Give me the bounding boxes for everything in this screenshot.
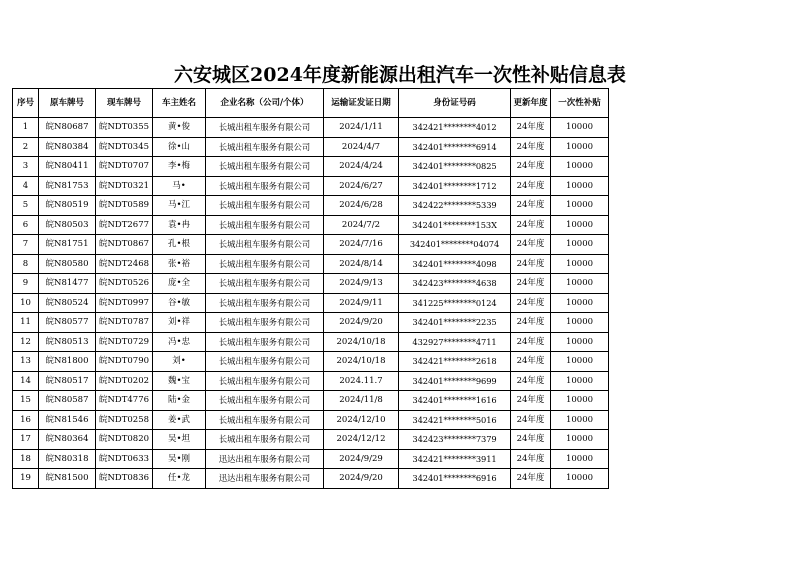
header-company: 企业名称（公司/个体） xyxy=(206,89,324,118)
update-year-cell: 24年度 xyxy=(511,254,551,274)
seq-cell: 19 xyxy=(13,469,39,489)
license-date-cell: 2024/7/2 xyxy=(324,215,399,235)
old-plate-cell: 皖N80384 xyxy=(39,137,96,157)
old-plate-cell: 皖N80517 xyxy=(39,371,96,391)
owner-name-cell: 魏•宝 xyxy=(153,371,206,391)
owner-name-cell: 李•梅 xyxy=(153,157,206,177)
license-date-cell: 2024/12/12 xyxy=(324,430,399,450)
new-plate-cell: 皖NDT0321 xyxy=(96,176,153,196)
subsidy-cell: 10000 xyxy=(551,196,609,216)
subsidy-cell: 10000 xyxy=(551,430,609,450)
header-license-date: 运输证发证日期 xyxy=(324,89,399,118)
owner-name-cell: 吴•刚 xyxy=(153,449,206,469)
company-cell: 长城出租车服务有限公司 xyxy=(206,157,324,177)
header-seq: 序号 xyxy=(13,89,39,118)
table-row xyxy=(13,352,609,372)
company-cell: 长城出租车服务有限公司 xyxy=(206,430,324,450)
id-number-cell: 342423********4638 xyxy=(399,274,511,294)
owner-name-cell: 刘• xyxy=(153,352,206,372)
table-row xyxy=(13,254,609,274)
new-plate-cell: 皖NDT0345 xyxy=(96,137,153,157)
seq-cell: 15 xyxy=(13,391,39,411)
new-plate-cell: 皖NDT0355 xyxy=(96,118,153,138)
table-row xyxy=(13,235,609,255)
new-plate-cell: 皖NDT0633 xyxy=(96,449,153,469)
header-id-number: 身份证号码 xyxy=(399,89,511,118)
license-date-cell: 2024/9/11 xyxy=(324,293,399,313)
owner-name-cell: 庞•全 xyxy=(153,274,206,294)
subsidy-cell: 10000 xyxy=(551,137,609,157)
company-cell: 长城出租车服务有限公司 xyxy=(206,137,324,157)
company-cell: 长城出租车服务有限公司 xyxy=(206,176,324,196)
new-plate-cell: 皖NDT0589 xyxy=(96,196,153,216)
id-number-cell: 342423********7379 xyxy=(399,430,511,450)
update-year-cell: 24年度 xyxy=(511,293,551,313)
id-number-cell: 432927********4711 xyxy=(399,332,511,352)
new-plate-cell: 皖NDT4776 xyxy=(96,391,153,411)
update-year-cell: 24年度 xyxy=(511,469,551,489)
table-row xyxy=(13,137,609,157)
new-plate-cell: 皖NDT0787 xyxy=(96,313,153,333)
id-number-cell: 342421********4012 xyxy=(399,118,511,138)
id-number-cell: 342401********1616 xyxy=(399,391,511,411)
company-cell: 长城出租车服务有限公司 xyxy=(206,274,324,294)
seq-cell: 16 xyxy=(13,410,39,430)
document-title: 六安城区2024年度新能源出租汽车一次性补贴信息表 xyxy=(174,64,626,86)
old-plate-cell: 皖N81546 xyxy=(39,410,96,430)
table-row xyxy=(13,449,609,469)
seq-cell: 1 xyxy=(13,118,39,138)
license-date-cell: 2024/4/7 xyxy=(324,137,399,157)
owner-name-cell: 谷•敏 xyxy=(153,293,206,313)
license-date-cell: 2024/10/18 xyxy=(324,352,399,372)
subsidy-cell: 10000 xyxy=(551,391,609,411)
table-row xyxy=(13,274,609,294)
update-year-cell: 24年度 xyxy=(511,176,551,196)
old-plate-cell: 皖N81751 xyxy=(39,235,96,255)
owner-name-cell: 任•龙 xyxy=(153,469,206,489)
license-date-cell: 2024/9/20 xyxy=(324,313,399,333)
header-row xyxy=(13,89,609,118)
table-body xyxy=(13,118,609,489)
old-plate-cell: 皖N81753 xyxy=(39,176,96,196)
seq-cell: 6 xyxy=(13,215,39,235)
new-plate-cell: 皖NDT0790 xyxy=(96,352,153,372)
seq-cell: 3 xyxy=(13,157,39,177)
table-row xyxy=(13,157,609,177)
update-year-cell: 24年度 xyxy=(511,332,551,352)
update-year-cell: 24年度 xyxy=(511,313,551,333)
table-row xyxy=(13,371,609,391)
id-number-cell: 342401********4098 xyxy=(399,254,511,274)
company-cell: 长城出租车服务有限公司 xyxy=(206,254,324,274)
license-date-cell: 2024/12/10 xyxy=(324,410,399,430)
old-plate-cell: 皖N80519 xyxy=(39,196,96,216)
seq-cell: 14 xyxy=(13,371,39,391)
subsidy-cell: 10000 xyxy=(551,410,609,430)
subsidy-cell: 10000 xyxy=(551,215,609,235)
company-cell: 长城出租车服务有限公司 xyxy=(206,235,324,255)
old-plate-cell: 皖N80687 xyxy=(39,118,96,138)
id-number-cell: 341225********0124 xyxy=(399,293,511,313)
license-date-cell: 2024/11/8 xyxy=(324,391,399,411)
table-row xyxy=(13,391,609,411)
company-cell: 长城出租车服务有限公司 xyxy=(206,118,324,138)
company-cell: 迅达出租车服务有限公司 xyxy=(206,469,324,489)
seq-cell: 18 xyxy=(13,449,39,469)
subsidy-cell: 10000 xyxy=(551,449,609,469)
license-date-cell: 2024/9/20 xyxy=(324,469,399,489)
header-update-year: 更新年度 xyxy=(511,89,551,118)
new-plate-cell: 皖NDT0707 xyxy=(96,157,153,177)
new-plate-cell: 皖NDT0202 xyxy=(96,371,153,391)
old-plate-cell: 皖N80513 xyxy=(39,332,96,352)
header-new-plate: 现车牌号 xyxy=(96,89,153,118)
old-plate-cell: 皖N80364 xyxy=(39,430,96,450)
owner-name-cell: 马•江 xyxy=(153,196,206,216)
old-plate-cell: 皖N80524 xyxy=(39,293,96,313)
old-plate-cell: 皖N80580 xyxy=(39,254,96,274)
id-number-cell: 342421********2618 xyxy=(399,352,511,372)
table-row xyxy=(13,469,609,489)
seq-cell: 17 xyxy=(13,430,39,450)
table-row xyxy=(13,313,609,333)
new-plate-cell: 皖NDT0820 xyxy=(96,430,153,450)
subsidy-cell: 10000 xyxy=(551,254,609,274)
update-year-cell: 24年度 xyxy=(511,430,551,450)
owner-name-cell: 姜•武 xyxy=(153,410,206,430)
owner-name-cell: 马• xyxy=(153,176,206,196)
table-row xyxy=(13,332,609,352)
new-plate-cell: 皖NDT0526 xyxy=(96,274,153,294)
old-plate-cell: 皖N80318 xyxy=(39,449,96,469)
seq-cell: 2 xyxy=(13,137,39,157)
company-cell: 长城出租车服务有限公司 xyxy=(206,215,324,235)
owner-name-cell: 刘•祥 xyxy=(153,313,206,333)
header-old-plate: 原车牌号 xyxy=(39,89,96,118)
update-year-cell: 24年度 xyxy=(511,410,551,430)
update-year-cell: 24年度 xyxy=(511,371,551,391)
old-plate-cell: 皖N81477 xyxy=(39,274,96,294)
seq-cell: 9 xyxy=(13,274,39,294)
id-number-cell: 342422********5339 xyxy=(399,196,511,216)
company-cell: 长城出租车服务有限公司 xyxy=(206,391,324,411)
id-number-cell: 342401********1712 xyxy=(399,176,511,196)
id-number-cell: 342401********04074 xyxy=(399,235,511,255)
company-cell: 长城出租车服务有限公司 xyxy=(206,352,324,372)
old-plate-cell: 皖N80411 xyxy=(39,157,96,177)
subsidy-cell: 10000 xyxy=(551,352,609,372)
old-plate-cell: 皖N80577 xyxy=(39,313,96,333)
subsidy-cell: 10000 xyxy=(551,157,609,177)
update-year-cell: 24年度 xyxy=(511,196,551,216)
table-row xyxy=(13,196,609,216)
license-date-cell: 2024.11.7 xyxy=(324,371,399,391)
seq-cell: 5 xyxy=(13,196,39,216)
subsidy-table xyxy=(12,88,609,489)
header-subsidy: 一次性补贴 xyxy=(551,89,609,118)
subsidy-cell: 10000 xyxy=(551,118,609,138)
owner-name-cell: 冯•忠 xyxy=(153,332,206,352)
subsidy-cell: 10000 xyxy=(551,176,609,196)
subsidy-cell: 10000 xyxy=(551,293,609,313)
license-date-cell: 2024/6/28 xyxy=(324,196,399,216)
update-year-cell: 24年度 xyxy=(511,118,551,138)
new-plate-cell: 皖NDT0867 xyxy=(96,235,153,255)
new-plate-cell: 皖NDT2468 xyxy=(96,254,153,274)
seq-cell: 8 xyxy=(13,254,39,274)
company-cell: 长城出租车服务有限公司 xyxy=(206,371,324,391)
company-cell: 长城出租车服务有限公司 xyxy=(206,332,324,352)
company-cell: 长城出租车服务有限公司 xyxy=(206,196,324,216)
update-year-cell: 24年度 xyxy=(511,137,551,157)
seq-cell: 12 xyxy=(13,332,39,352)
update-year-cell: 24年度 xyxy=(511,215,551,235)
owner-name-cell: 吴•坦 xyxy=(153,430,206,450)
update-year-cell: 24年度 xyxy=(511,157,551,177)
table-row xyxy=(13,118,609,138)
seq-cell: 13 xyxy=(13,352,39,372)
new-plate-cell: 皖NDT0258 xyxy=(96,410,153,430)
owner-name-cell: 袁•冉 xyxy=(153,215,206,235)
license-date-cell: 2024/6/27 xyxy=(324,176,399,196)
table-row xyxy=(13,293,609,313)
seq-cell: 4 xyxy=(13,176,39,196)
company-cell: 迅达出租车服务有限公司 xyxy=(206,449,324,469)
id-number-cell: 342401********2235 xyxy=(399,313,511,333)
seq-cell: 7 xyxy=(13,235,39,255)
owner-name-cell: 孔•根 xyxy=(153,235,206,255)
old-plate-cell: 皖N81500 xyxy=(39,469,96,489)
update-year-cell: 24年度 xyxy=(511,352,551,372)
company-cell: 长城出租车服务有限公司 xyxy=(206,313,324,333)
owner-name-cell: 黄•俊 xyxy=(153,118,206,138)
license-date-cell: 2024/4/24 xyxy=(324,157,399,177)
subsidy-cell: 10000 xyxy=(551,235,609,255)
update-year-cell: 24年度 xyxy=(511,235,551,255)
update-year-cell: 24年度 xyxy=(511,449,551,469)
license-date-cell: 2024/8/14 xyxy=(324,254,399,274)
old-plate-cell: 皖N80503 xyxy=(39,215,96,235)
new-plate-cell: 皖NDT0997 xyxy=(96,293,153,313)
new-plate-cell: 皖NDT0836 xyxy=(96,469,153,489)
license-date-cell: 2024/7/16 xyxy=(324,235,399,255)
header-owner-name: 车主姓名 xyxy=(153,89,206,118)
owner-name-cell: 张•裕 xyxy=(153,254,206,274)
subsidy-cell: 10000 xyxy=(551,313,609,333)
old-plate-cell: 皖N80587 xyxy=(39,391,96,411)
license-date-cell: 2024/9/29 xyxy=(324,449,399,469)
subsidy-cell: 10000 xyxy=(551,371,609,391)
subsidy-cell: 10000 xyxy=(551,469,609,489)
subsidy-cell: 10000 xyxy=(551,332,609,352)
id-number-cell: 342401********6916 xyxy=(399,469,511,489)
company-cell: 长城出租车服务有限公司 xyxy=(206,410,324,430)
owner-name-cell: 徐•山 xyxy=(153,137,206,157)
owner-name-cell: 陆•金 xyxy=(153,391,206,411)
update-year-cell: 24年度 xyxy=(511,274,551,294)
id-number-cell: 342401********9699 xyxy=(399,371,511,391)
id-number-cell: 342401********6914 xyxy=(399,137,511,157)
new-plate-cell: 皖NDT0729 xyxy=(96,332,153,352)
table-row xyxy=(13,215,609,235)
license-date-cell: 2024/10/18 xyxy=(324,332,399,352)
new-plate-cell: 皖NDT2677 xyxy=(96,215,153,235)
table-row xyxy=(13,430,609,450)
id-number-cell: 342421********3911 xyxy=(399,449,511,469)
company-cell: 长城出租车服务有限公司 xyxy=(206,293,324,313)
table-row xyxy=(13,410,609,430)
table-row xyxy=(13,176,609,196)
old-plate-cell: 皖N81800 xyxy=(39,352,96,372)
seq-cell: 11 xyxy=(13,313,39,333)
id-number-cell: 342401********0825 xyxy=(399,157,511,177)
seq-cell: 10 xyxy=(13,293,39,313)
update-year-cell: 24年度 xyxy=(511,391,551,411)
license-date-cell: 2024/9/13 xyxy=(324,274,399,294)
id-number-cell: 342421********5016 xyxy=(399,410,511,430)
id-number-cell: 342401********153X xyxy=(399,215,511,235)
subsidy-cell: 10000 xyxy=(551,274,609,294)
license-date-cell: 2024/1/11 xyxy=(324,118,399,138)
